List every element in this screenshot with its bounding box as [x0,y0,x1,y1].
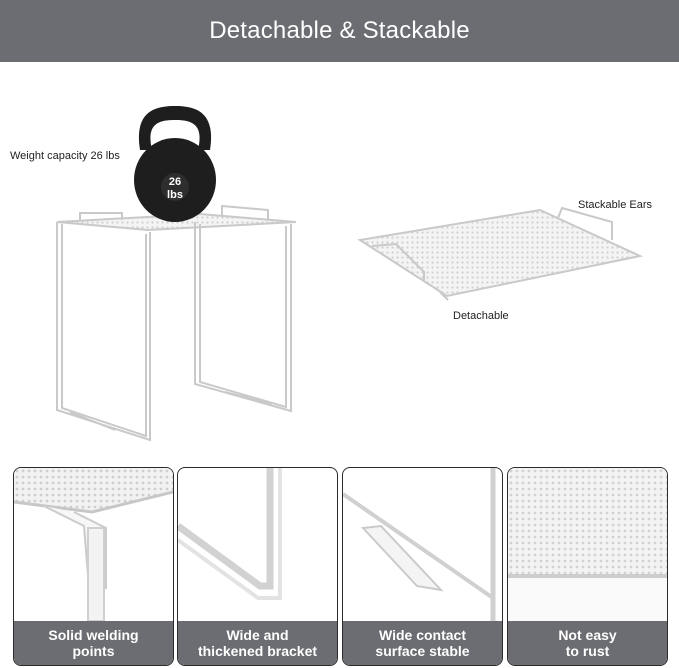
feature-caption-welding [14,621,173,665]
caption-line1: Wide and [226,627,289,643]
feature-panel-welding [13,467,174,666]
caption-line2: points [72,643,115,659]
rust-resistant-mesh-image [508,468,667,621]
caption-line2: surface stable [375,643,470,659]
welding-closeup-image [14,468,173,621]
stackable-ears-label: Stackable Ears [578,199,652,211]
bracket-closeup-image [178,468,337,621]
shelf-standing [57,206,296,440]
caption-line1: Solid welding [48,627,139,643]
caption-line1: Not easy [558,627,617,643]
caption-line2: to rust [565,643,610,659]
banner-title: Detachable & Stackable [209,17,470,44]
hero-illustration [0,62,679,462]
feature-panel-bracket [177,467,338,666]
feature-caption-contact [343,621,502,665]
feature-panel-rust [507,467,668,666]
contact-surface-image [343,468,502,621]
caption-line1: Wide contact [379,627,466,643]
feature-caption-rust [508,621,667,665]
kettlebell-weight-line2: lbs [167,189,183,201]
feature-panel-contact [342,467,503,666]
caption-line2: thickened bracket [197,643,318,659]
feature-caption-bracket [178,621,337,665]
kettlebell-icon [134,106,216,222]
detachable-label: Detachable [453,310,509,322]
shelf-flat [360,208,640,300]
kettlebell-weight-line1: 26 [168,176,182,188]
weight-capacity-label: Weight capacity 26 lbs [10,150,120,162]
header-banner [0,0,679,62]
